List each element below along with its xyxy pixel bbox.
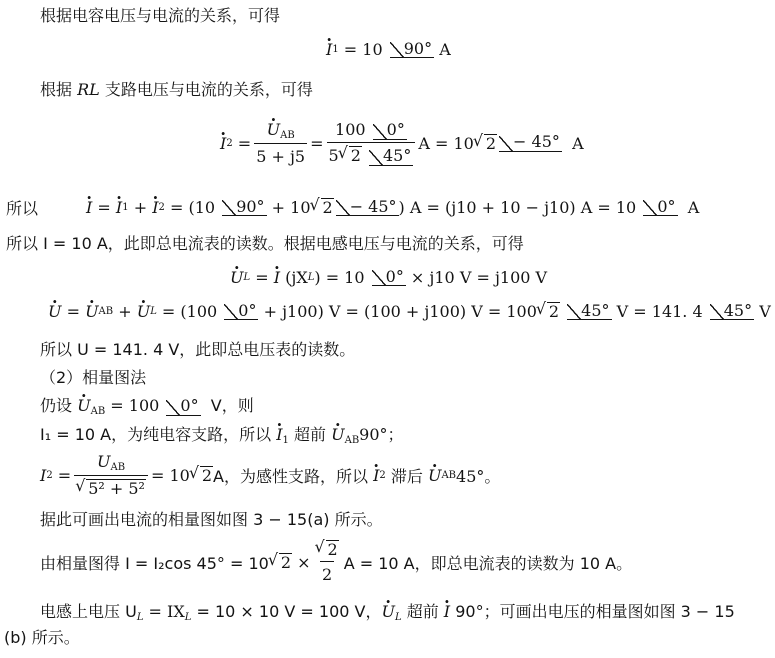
text-line-9: I₁ = 10 A，为纯电容支路，所以 · $I_1$ 超前 · $U_{AB}90^\circ$；	[40, 427, 404, 446]
equation-i-total: 所以 · I = · I 1 + · I 2 = (10 90° + 10 √ 2 − 45° ) A = (j10 + 10 − j10) A = 10 0° A	[6, 196, 699, 219]
l2-a: 根据	[40, 80, 73, 99]
equation-i1: · I 1 = 10 90° A	[326, 40, 451, 59]
eq2-frac-1: · $\frac{U_{AB}}{5 + j5}$	[254, 120, 307, 166]
text-line-13: 电感上电压 $U_L = IX_L = 10 \times 10$ V = 100 V，· $U_L$ 超前 · I 90°；可画出电压的相量图如图 3 − 15	[40, 604, 735, 623]
l2-c: 支路电压与电流的关系，可得	[104, 80, 313, 99]
eq2-tail: A = 10	[418, 133, 474, 153]
l2-rl: RL	[77, 80, 100, 99]
eq1-unit: A	[439, 40, 451, 59]
equation-i2: · I 2 = · $\frac{U_{AB}}{5 + j5}$ = $\frac{100 0^\circ}{5√ 2 45^\circ}$ A = 10 √ 2 − 45° A	[220, 113, 584, 173]
section-heading: （2）相量图法	[40, 368, 147, 387]
so-label: 所以	[6, 199, 39, 218]
eq2-frac-2: $\frac{100 0^\circ}{5√ 2 45^\circ}$	[327, 120, 416, 166]
text-line-11: 据此可画出电流的相量图如图 3 − 15(a) 所示。	[40, 510, 383, 529]
equation-ul: · U L = · I (jX L ) = 10 0° × j10 V = j100 V	[230, 268, 547, 287]
text-line-12: 由相量图得 I = I₂cos 45° = 10 √ 2 × √ $\frac{2}{2}$ A = 10 A，即总电流表的读数为 10 A。	[40, 537, 632, 587]
text-line-14: (b) 所示。	[4, 628, 80, 647]
equation-u: · U = · U AB + · U L = (100 0° + j100) V = (100 + j100) V = 100 √ 2 45° V = 141. 4 45° V	[48, 302, 771, 321]
eq1-rhs: = 10	[343, 40, 383, 59]
text-line-2	[40, 82, 313, 98]
eq1-angle: 90°	[390, 41, 434, 59]
text-line-10: I 2 = $U_{AB}$ √ 5² + 5² = 10 √ 2 A，为感性支路，所以 · I 2 滞后 · U AB 45°。	[40, 450, 500, 500]
text-line-8: 仍设 · $U_{AB} = 100$ 0° V，则	[40, 398, 254, 417]
text-line-1: 根据电容电压与电流的关系，可得	[40, 6, 281, 25]
text-line-4: 所以 I = 10 A，此即总电流表的读数。根据电感电压与电流的关系，可得	[6, 234, 524, 253]
text-line-6: 所以 U = 141. 4 V，此即总电压表的读数。	[40, 340, 356, 359]
